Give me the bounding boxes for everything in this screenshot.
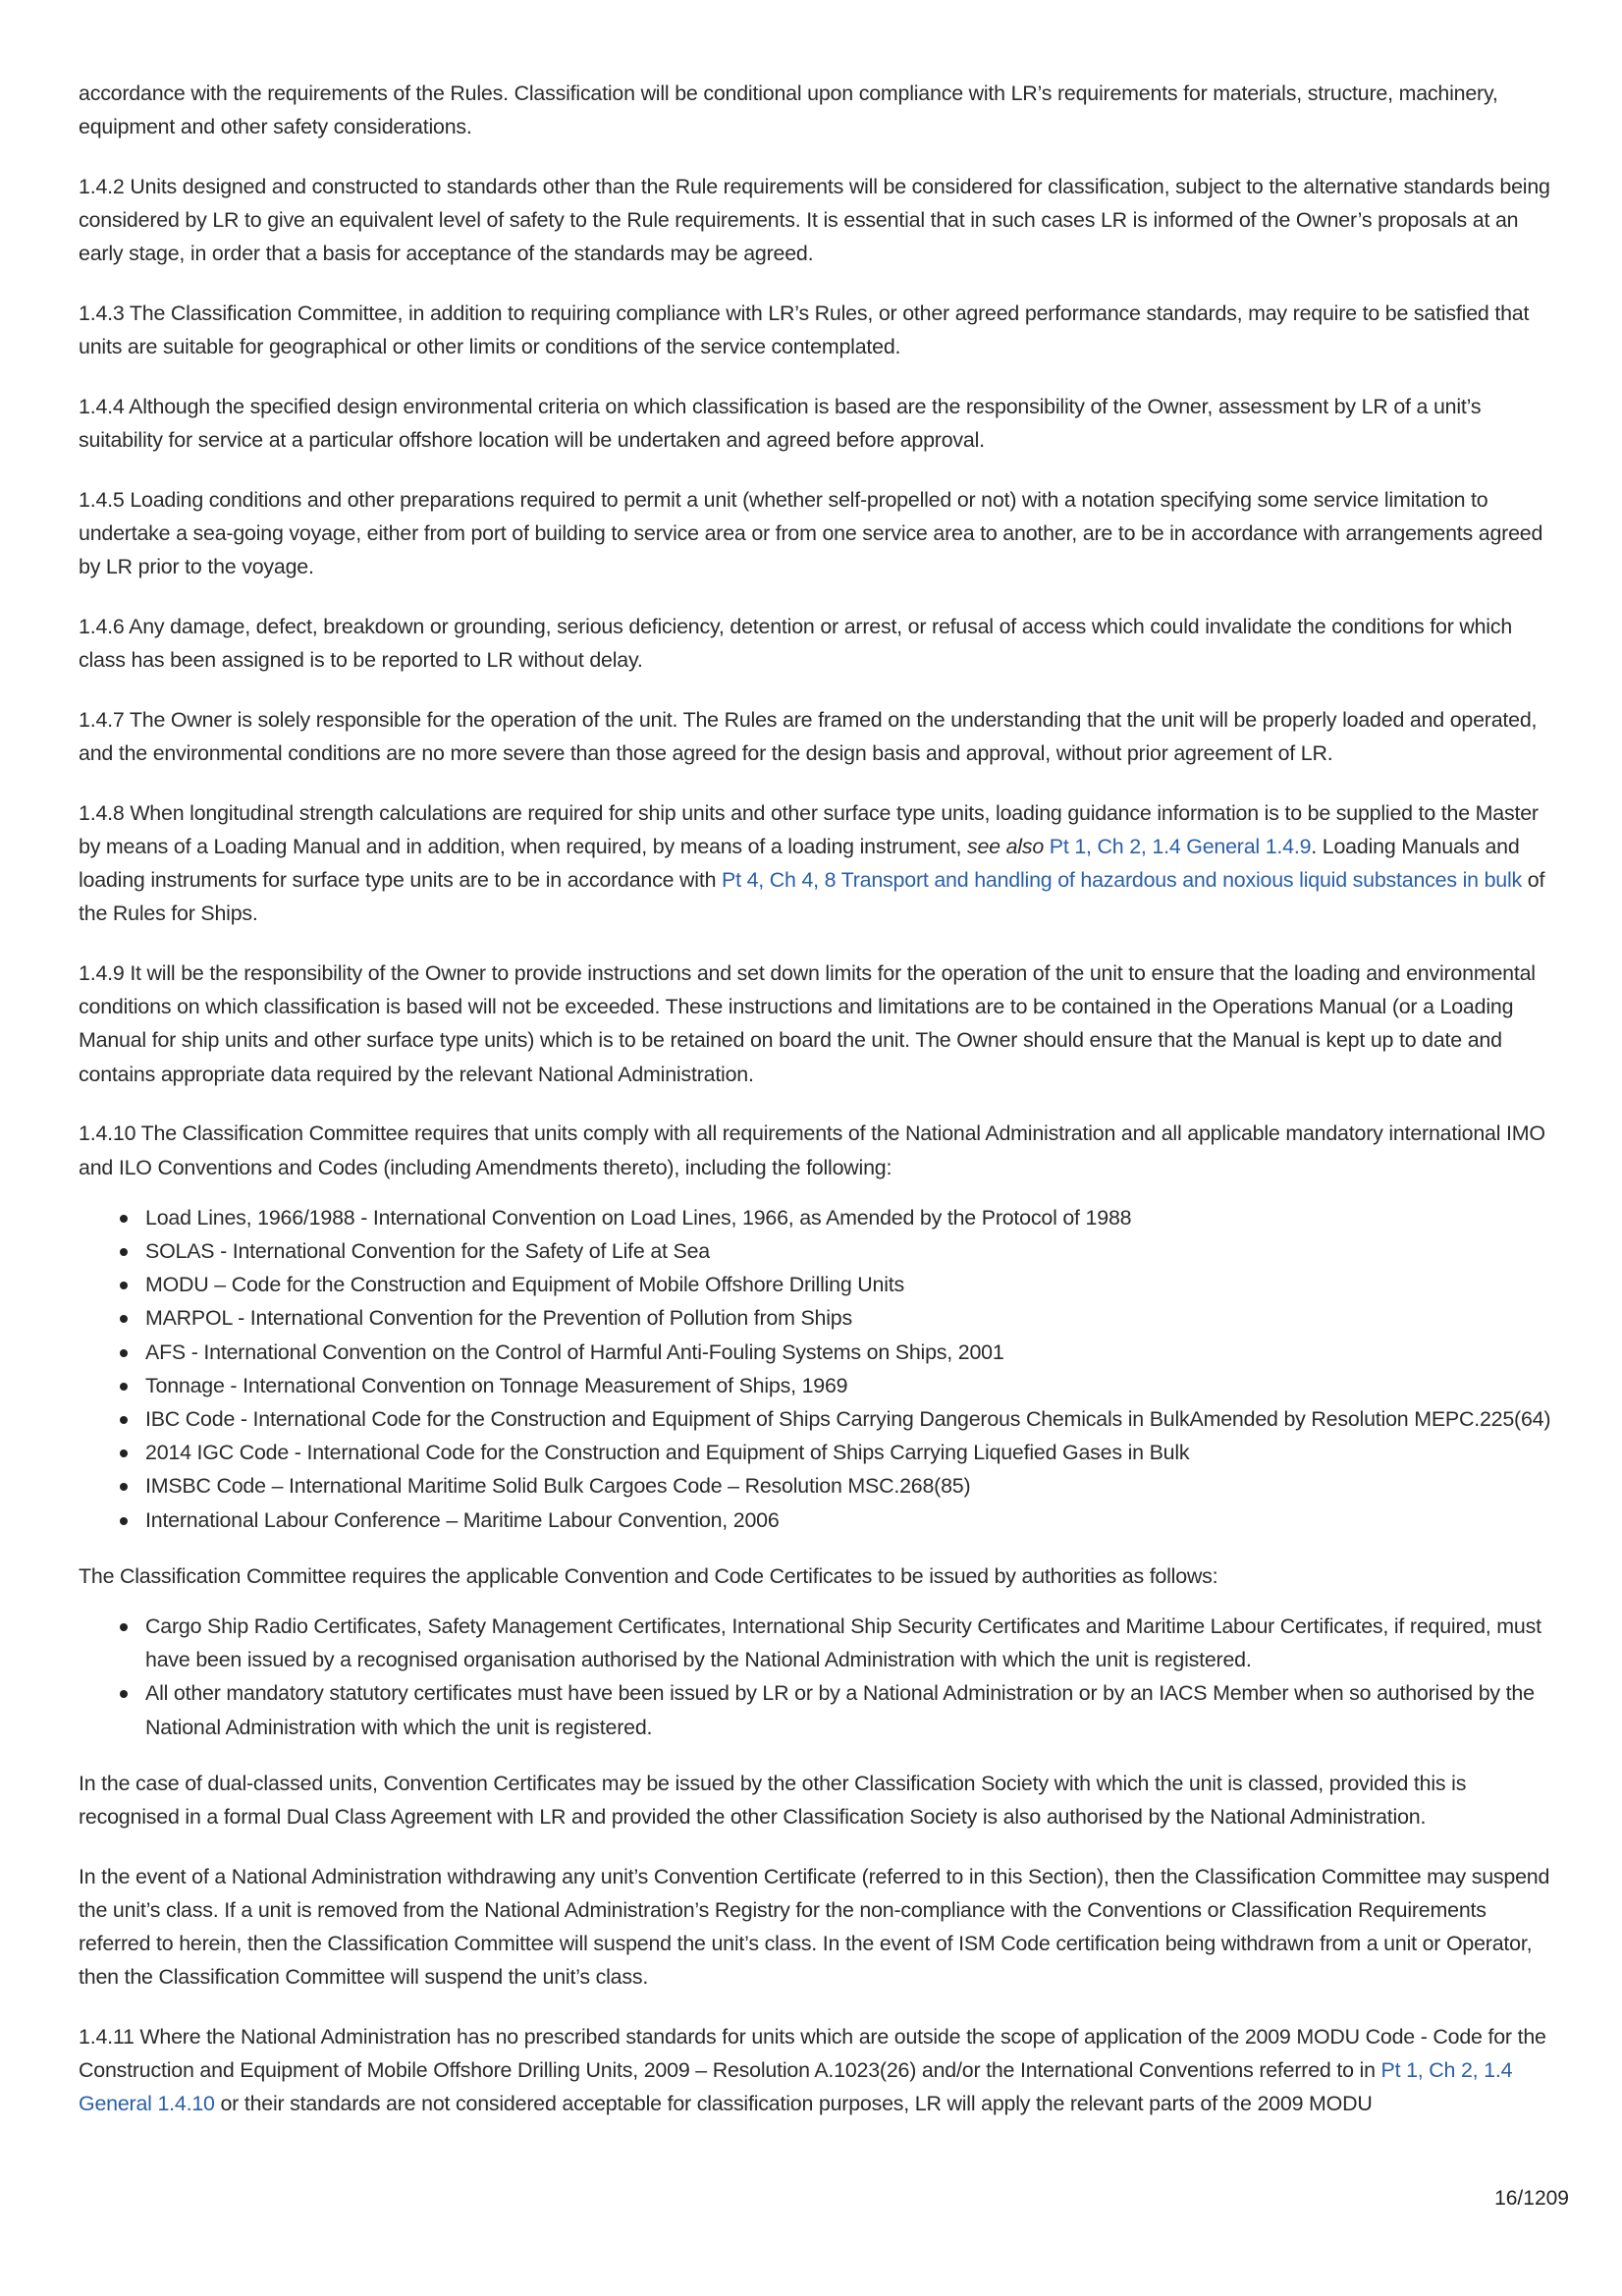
paragraph-1-4-8-text-2: . Loading Manuals and loading instruments for surface type units are to be in accordance with (79, 834, 1520, 893)
paragraph-1-4-10: 1.4.10 The Classification Committee requires that units comply with all requirements of the National Administration and all applicable mandatory international IMO and ILO Conventions and Codes (including Amendments thereto), including the following: (79, 1121, 1545, 1179)
list-item: Cargo Ship Radio Certificates, Safety Management Certificates, International Ship Security Certificates and Maritime Labour Certificates, if required, must have been issued by a recognised organisation authorised by the National Administration with which the unit is registered. (145, 1610, 1556, 1676)
link-pt1-ch2-1-4-9[interactable]: Pt 1, Ch 2, 1.4 General 1.4.9 (1049, 834, 1312, 858)
paragraph-1-4-11-text-1: 1.4.11 Where the National Administration has no prescribed standards for units which are outside the scope of application of the 2009 MODU Code - Code for the Construction and Equipment of Mobile Offshore Drilling Units, 2009 – Resolution A.1023(26) and/or the International Conventions referred to in (79, 2025, 1546, 2083)
paragraph-certificates-intro: The Classification Committee requires the applicable Convention and Code Certificates to be issued by authorities as follows: (79, 1563, 1218, 1588)
list-item: SOLAS - International Convention for the Safety of Life at Sea (145, 1234, 1556, 1268)
paragraph-1-4-8 (79, 796, 1556, 931)
paragraph-1-4-9: 1.4.9 It will be the responsibility of the Owner to provide instructions and set down limits for the operation of the unit to ensure that the loading and environmental conditions on which classification is based will not be exceeded. These instructions and limitations are to be contained in the Operations Manual (or a Loading Manual for ship units and other surface type units) which is to be retained on board the unit. The Owner should ensure that the Manual is kept up to date and contains appropriate data required by the relevant National Administration. (79, 961, 1536, 1086)
paragraph-intro-continued: accordance with the requirements of the Rules. Classification will be conditional upon compliance with LR’s requirements for materials, structure, machinery, equipment and other safety considerations. (79, 82, 1498, 139)
document-body (79, 77, 1556, 2147)
list-item: AFS - International Convention on the Control of Harmful Anti-Fouling Systems on Ships, 2001 (145, 1336, 1556, 1369)
paragraph-1-4-11-text-2: or their standards are not considered acceptable for classification purposes, LR will apply the relevant parts of the 2009 MODU (214, 2092, 1373, 2116)
see-also-text: see also (966, 834, 1045, 858)
certificates-list (79, 1610, 1556, 1744)
paragraph-1-4-3: 1.4.3 The Classification Committee, in addition to requiring compliance with LR’s Rules, or other agreed performance standards, may require to be satisfied that units are suitable for geographical or other limits or conditions of the service contemplated. (79, 301, 1530, 359)
list-item: IMSBC Code – International Maritime Solid Bulk Cargoes Code – Resolution MSC.268(85) (145, 1469, 1556, 1503)
link-pt4-ch4-8[interactable]: Pt 4, Ch 4, 8 Transport and handling of hazardous and noxious liquid substances in bulk (722, 868, 1523, 893)
conventions-list (79, 1201, 1556, 1537)
link-pt1-ch2-1-4-10[interactable]: Pt 1, Ch 2, 1.4 General 1.4.10 (79, 2058, 1513, 2116)
list-item: Load Lines, 1966/1988 - International Convention on Load Lines, 1966, as Amended by the Protocol of 1988 (145, 1201, 1556, 1234)
paragraph-1-4-7: 1.4.7 The Owner is solely responsible for the operation of the unit. The Rules are framed on the understanding that the unit will be properly loaded and operated, and the environmental conditions are no more severe than those agreed for the design basis and approval, without prior agreement of LR. (79, 707, 1538, 766)
list-item: IBC Code - International Code for the Construction and Equipment of Ships Carrying Dangerous Chemicals in BulkAmended by Resolution MEPC.225(64) (145, 1402, 1556, 1436)
list-item: MODU – Code for the Construction and Equipment of Mobile Offshore Drilling Units (145, 1268, 1556, 1301)
paragraph-1-4-6: 1.4.6 Any damage, defect, breakdown or grounding, serious deficiency, detention or arrest, or refusal of access which could invalidate the conditions for which class has been assigned is to be reported to LR without delay. (79, 614, 1513, 673)
paragraph-1-4-5: 1.4.5 Loading conditions and other preparations required to permit a unit (whether self-propelled or not) with a notation specifying some service limitation to undertake a sea-going voyage, either from port of building to service area or from one service area to another, are to be in accordance with arrangements agreed by LR prior to the voyage. (79, 487, 1543, 579)
paragraph-dual-class: In the case of dual-classed units, Convention Certificates may be issued by the other Classification Society with which the unit is classed, provided this is recognised in a formal Dual Class Agreement with LR and provided the other Classification Society is also authorised by the National Administration. (79, 1771, 1467, 1830)
page-number: 16/1209 (1494, 2187, 1569, 2210)
paragraph-1-4-2: 1.4.2 Units designed and constructed to standards other than the Rule requirements will be considered for classification, subject to the alternative standards being considered by LR to give an equivalent level of safety to the Rule requirements. It is essential that in such cases LR is informed of the Owner’s proposals at an early stage, in order that a basis for acceptance of the standards may be agreed. (79, 174, 1550, 266)
list-item: MARPOL - International Convention for the Prevention of Pollution from Ships (145, 1301, 1556, 1335)
list-item: International Labour Conference – Maritime Labour Convention, 2006 (145, 1503, 1556, 1537)
paragraph-1-4-11 (79, 2020, 1556, 2121)
list-item: 2014 IGC Code - International Code for the Construction and Equipment of Ships Carrying Liquefied Gases in Bulk (145, 1436, 1556, 1469)
paragraph-1-4-8-text-3: of the Rules for Ships. (79, 868, 1545, 926)
list-item: All other mandatory statutory certificates must have been issued by LR or by a National Administration or by an IACS Member when so authorised by the National Administration with which the unit is registered. (145, 1676, 1556, 1743)
paragraph-1-4-4: 1.4.4 Although the specified design environmental criteria on which classification is based are the responsibility of the Owner, assessment by LR of a unit’s suitability for service at a particular offshore location will be undertaken and agreed before approval. (79, 394, 1482, 453)
paragraph-certificate-withdrawal: In the event of a National Administration withdrawing any unit’s Convention Certificate (referred to in this Section), then the Classification Committee may suspend the unit’s class. If a unit is removed from the National Administration’s Registry for the non-compliance with the Conventions or Classification Requirements referred to herein, then the Classification Committee will suspend the unit’s class. In the event of ISM Code certification being withdrawn from a unit or Operator, then the Classification Committee will suspend the unit’s class. (79, 1864, 1550, 1990)
paragraph-1-4-8-text-1: 1.4.8 When longitudinal strength calculations are required for ship units and other surface type units, loading guidance information is to be supplied to the Master by means of a Loading Manual and in addition, when required, by means of a loading instrument, (79, 800, 1539, 858)
list-item: Tonnage - International Convention on Tonnage Measurement of Ships, 1969 (145, 1369, 1556, 1402)
